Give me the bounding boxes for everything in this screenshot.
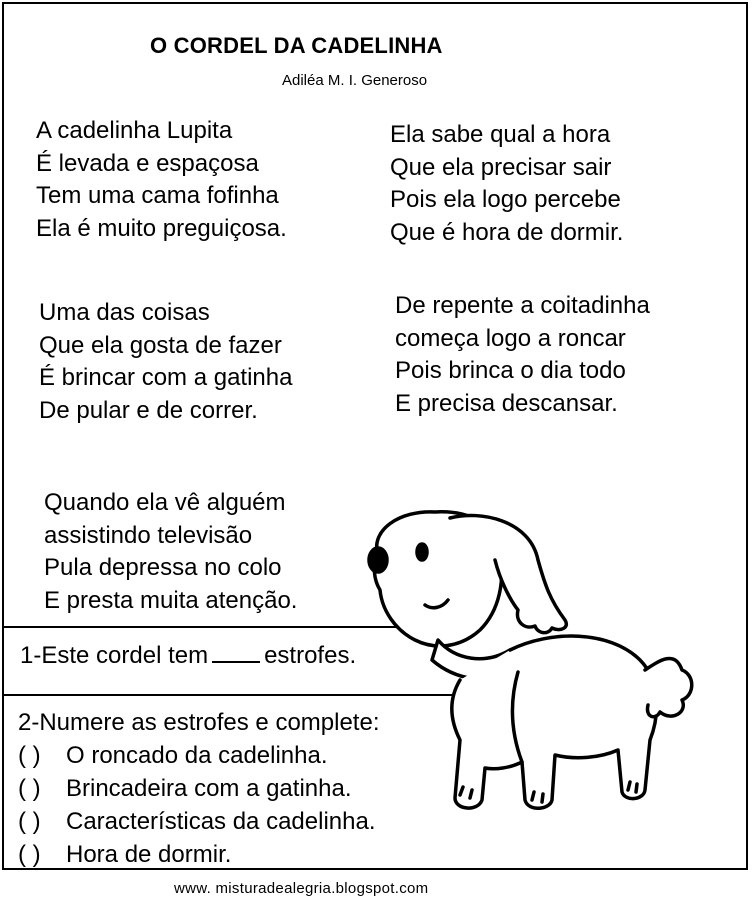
list-item-text: Brincadeira com a gatinha. [66, 775, 352, 802]
verse-line: É levada e espaçosa [36, 149, 259, 177]
verse-line: Que é hora de dormir. [390, 218, 624, 246]
dog-illustration [360, 500, 710, 820]
verse-line: Pula depressa no colo [44, 554, 282, 581]
verse-line: De pular e de correr. [39, 396, 258, 424]
verse-line: Ela é muito preguiçosa. [36, 214, 287, 242]
verse-line: começa logo a roncar [395, 324, 626, 352]
numbering-box[interactable]: ( ) [18, 742, 41, 769]
question-2-heading: 2-Numere as estrofes e complete: [18, 709, 380, 736]
stanza-3 [39, 297, 292, 427]
list-item-text: Hora de dormir. [66, 841, 232, 868]
question-1-text: 1-Este cordel tem [20, 642, 209, 669]
footer-url: www. misturadealegria.blogspot.com [174, 880, 429, 897]
list-item-text: Características da cadelinha. [66, 808, 376, 835]
list-item [18, 838, 380, 871]
answer-blank[interactable] [212, 641, 260, 663]
verse-line: É brincar com a gatinha [39, 364, 293, 391]
verse-line: Pois ela logo percebe [390, 186, 621, 213]
verse-line: Que ela precisar sair [390, 153, 612, 181]
question-2 [18, 706, 380, 871]
question-1-suffix: estrofes. [264, 642, 357, 669]
numbering-box[interactable]: ( ) [18, 841, 41, 868]
author-name: Adiléa M. I. Generoso [282, 72, 428, 89]
verse-line: Que ela gosta de fazer [39, 331, 282, 359]
verse-line: Quando ela vê alguém [44, 489, 286, 516]
verse-line: Ela sabe qual a hora [390, 121, 611, 148]
verse-line: E presta muita atenção. [44, 586, 298, 614]
list-item [18, 805, 380, 838]
list-item [18, 739, 380, 772]
numbering-box[interactable]: ( ) [18, 808, 41, 835]
page-title: O CORDEL DA CADELINHA [150, 33, 443, 58]
question-1 [20, 641, 356, 670]
stanza-2 [390, 119, 623, 249]
verse-line: A cadelinha Lupita [36, 117, 233, 144]
stanza-5 [44, 487, 297, 617]
verse-line: Pois brinca o dia todo [395, 357, 626, 384]
verse-line: E precisa descansar. [395, 389, 618, 417]
verse-line: assistindo televisão [44, 521, 253, 549]
numbering-box[interactable]: ( ) [18, 775, 41, 802]
list-item-text: O roncado da cadelinha. [66, 742, 328, 769]
list-item [18, 772, 380, 805]
stanza-1 [36, 115, 287, 245]
verse-line: De repente a coitadinha [395, 292, 650, 319]
verse-line: Tem uma cama fofinha [36, 182, 279, 209]
verse-line: Uma das coisas [39, 299, 210, 326]
stanza-4 [395, 290, 650, 420]
